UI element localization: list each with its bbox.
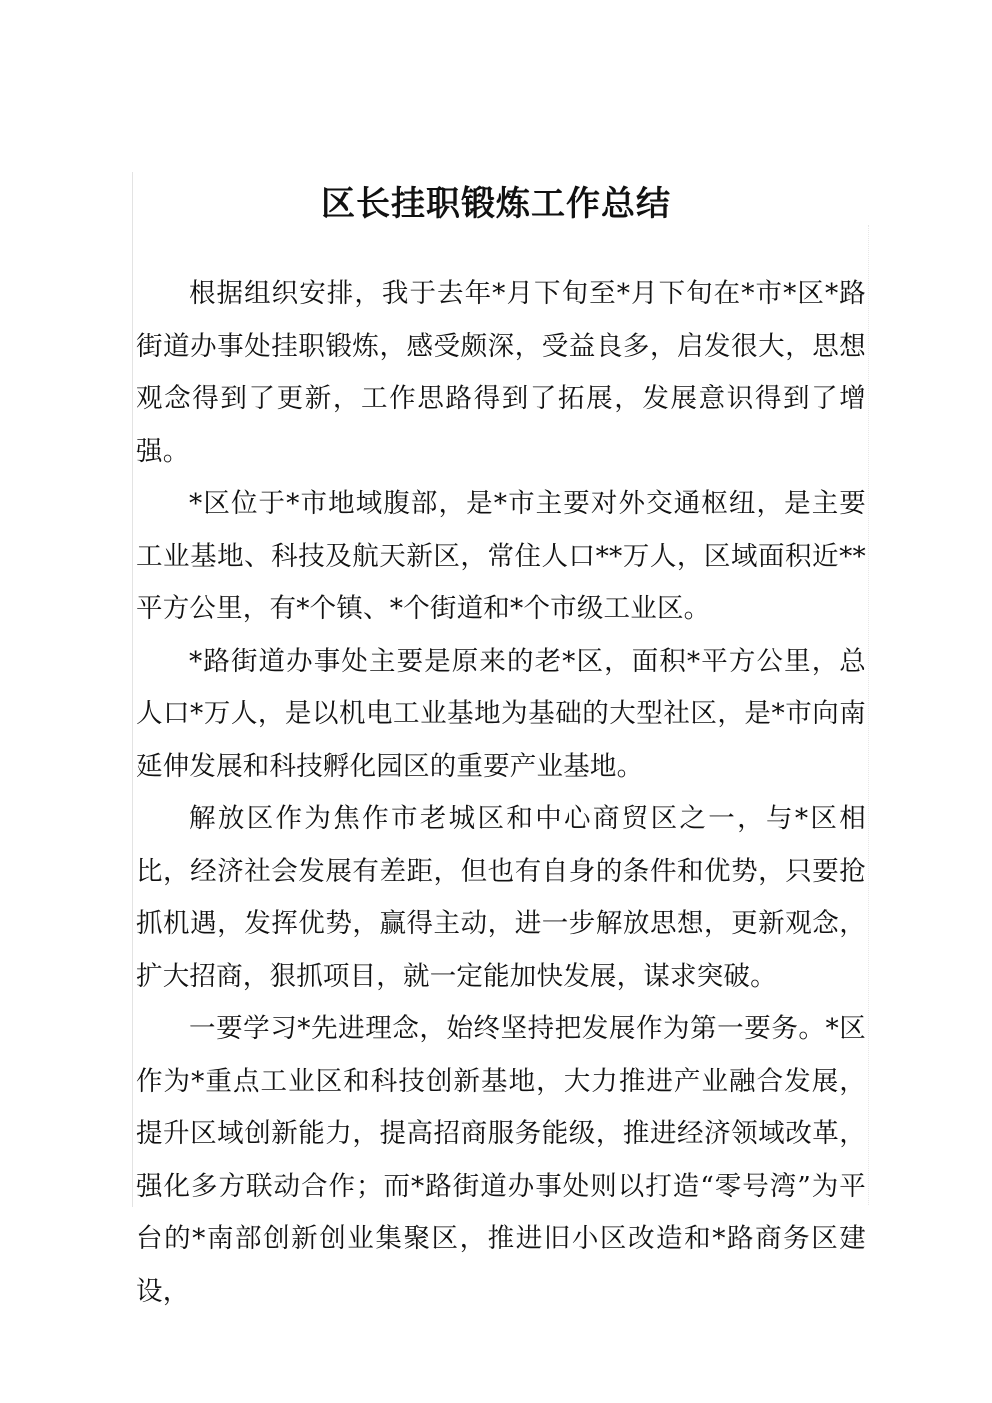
- paragraph-5: 一要学习*先进理念，始终坚持把发展作为第一要务。*区作为*重点工业区和科技创新基地，大力推进产业融合发展，提升区域创新能力，提高招商服务能级，推进经济领域改革，强化多方联动合作；而*路街道办事处则以打造“零号湾”为平台的*南部创新创业集聚区，推进旧小区改造和*路商务区建设，: [136, 1013, 866, 1307]
- paragraph-1: 根据组织安排，我于去年*月下旬至*月下旬在*市*区*路街道办事处挂职锻炼，感受颇深，受益良多，启发很大，思想观念得到了更新，工作思路得到了拓展，发展意识得到了增强。: [136, 278, 866, 467]
- document-body: [136, 268, 866, 1318]
- paragraph-2: *区位于*市地域腹部，是*市主要对外交通枢纽，是主要工业基地、科技及航天新区，常住人口**万人，区域面积近**平方公里，有*个镇、*个街道和*个市级工业区。: [136, 488, 866, 624]
- paragraph-3: *路街道办事处主要是原来的老*区，面积*平方公里，总人口*万人，是以机电工业基地为基础的大型社区，是*市向南延伸发展和科技孵化园区的重要产业基地。: [136, 645, 866, 782]
- document-title: 区长挂职锻炼工作总结: [321, 184, 671, 224]
- right-margin-guide: [868, 225, 870, 1205]
- left-margin-guide: [132, 172, 133, 1207]
- paragraph-4: 解放区作为焦作市老城区和中心商贸区之一，与*区相比，经济社会发展有差距，但也有自身的条件和优势，只要抢抓机遇，发挥优势，赢得主动，进一步解放思想，更新观念，扩大招商，狠抓项目，就一定能加快发展，谋求突破。: [136, 803, 866, 992]
